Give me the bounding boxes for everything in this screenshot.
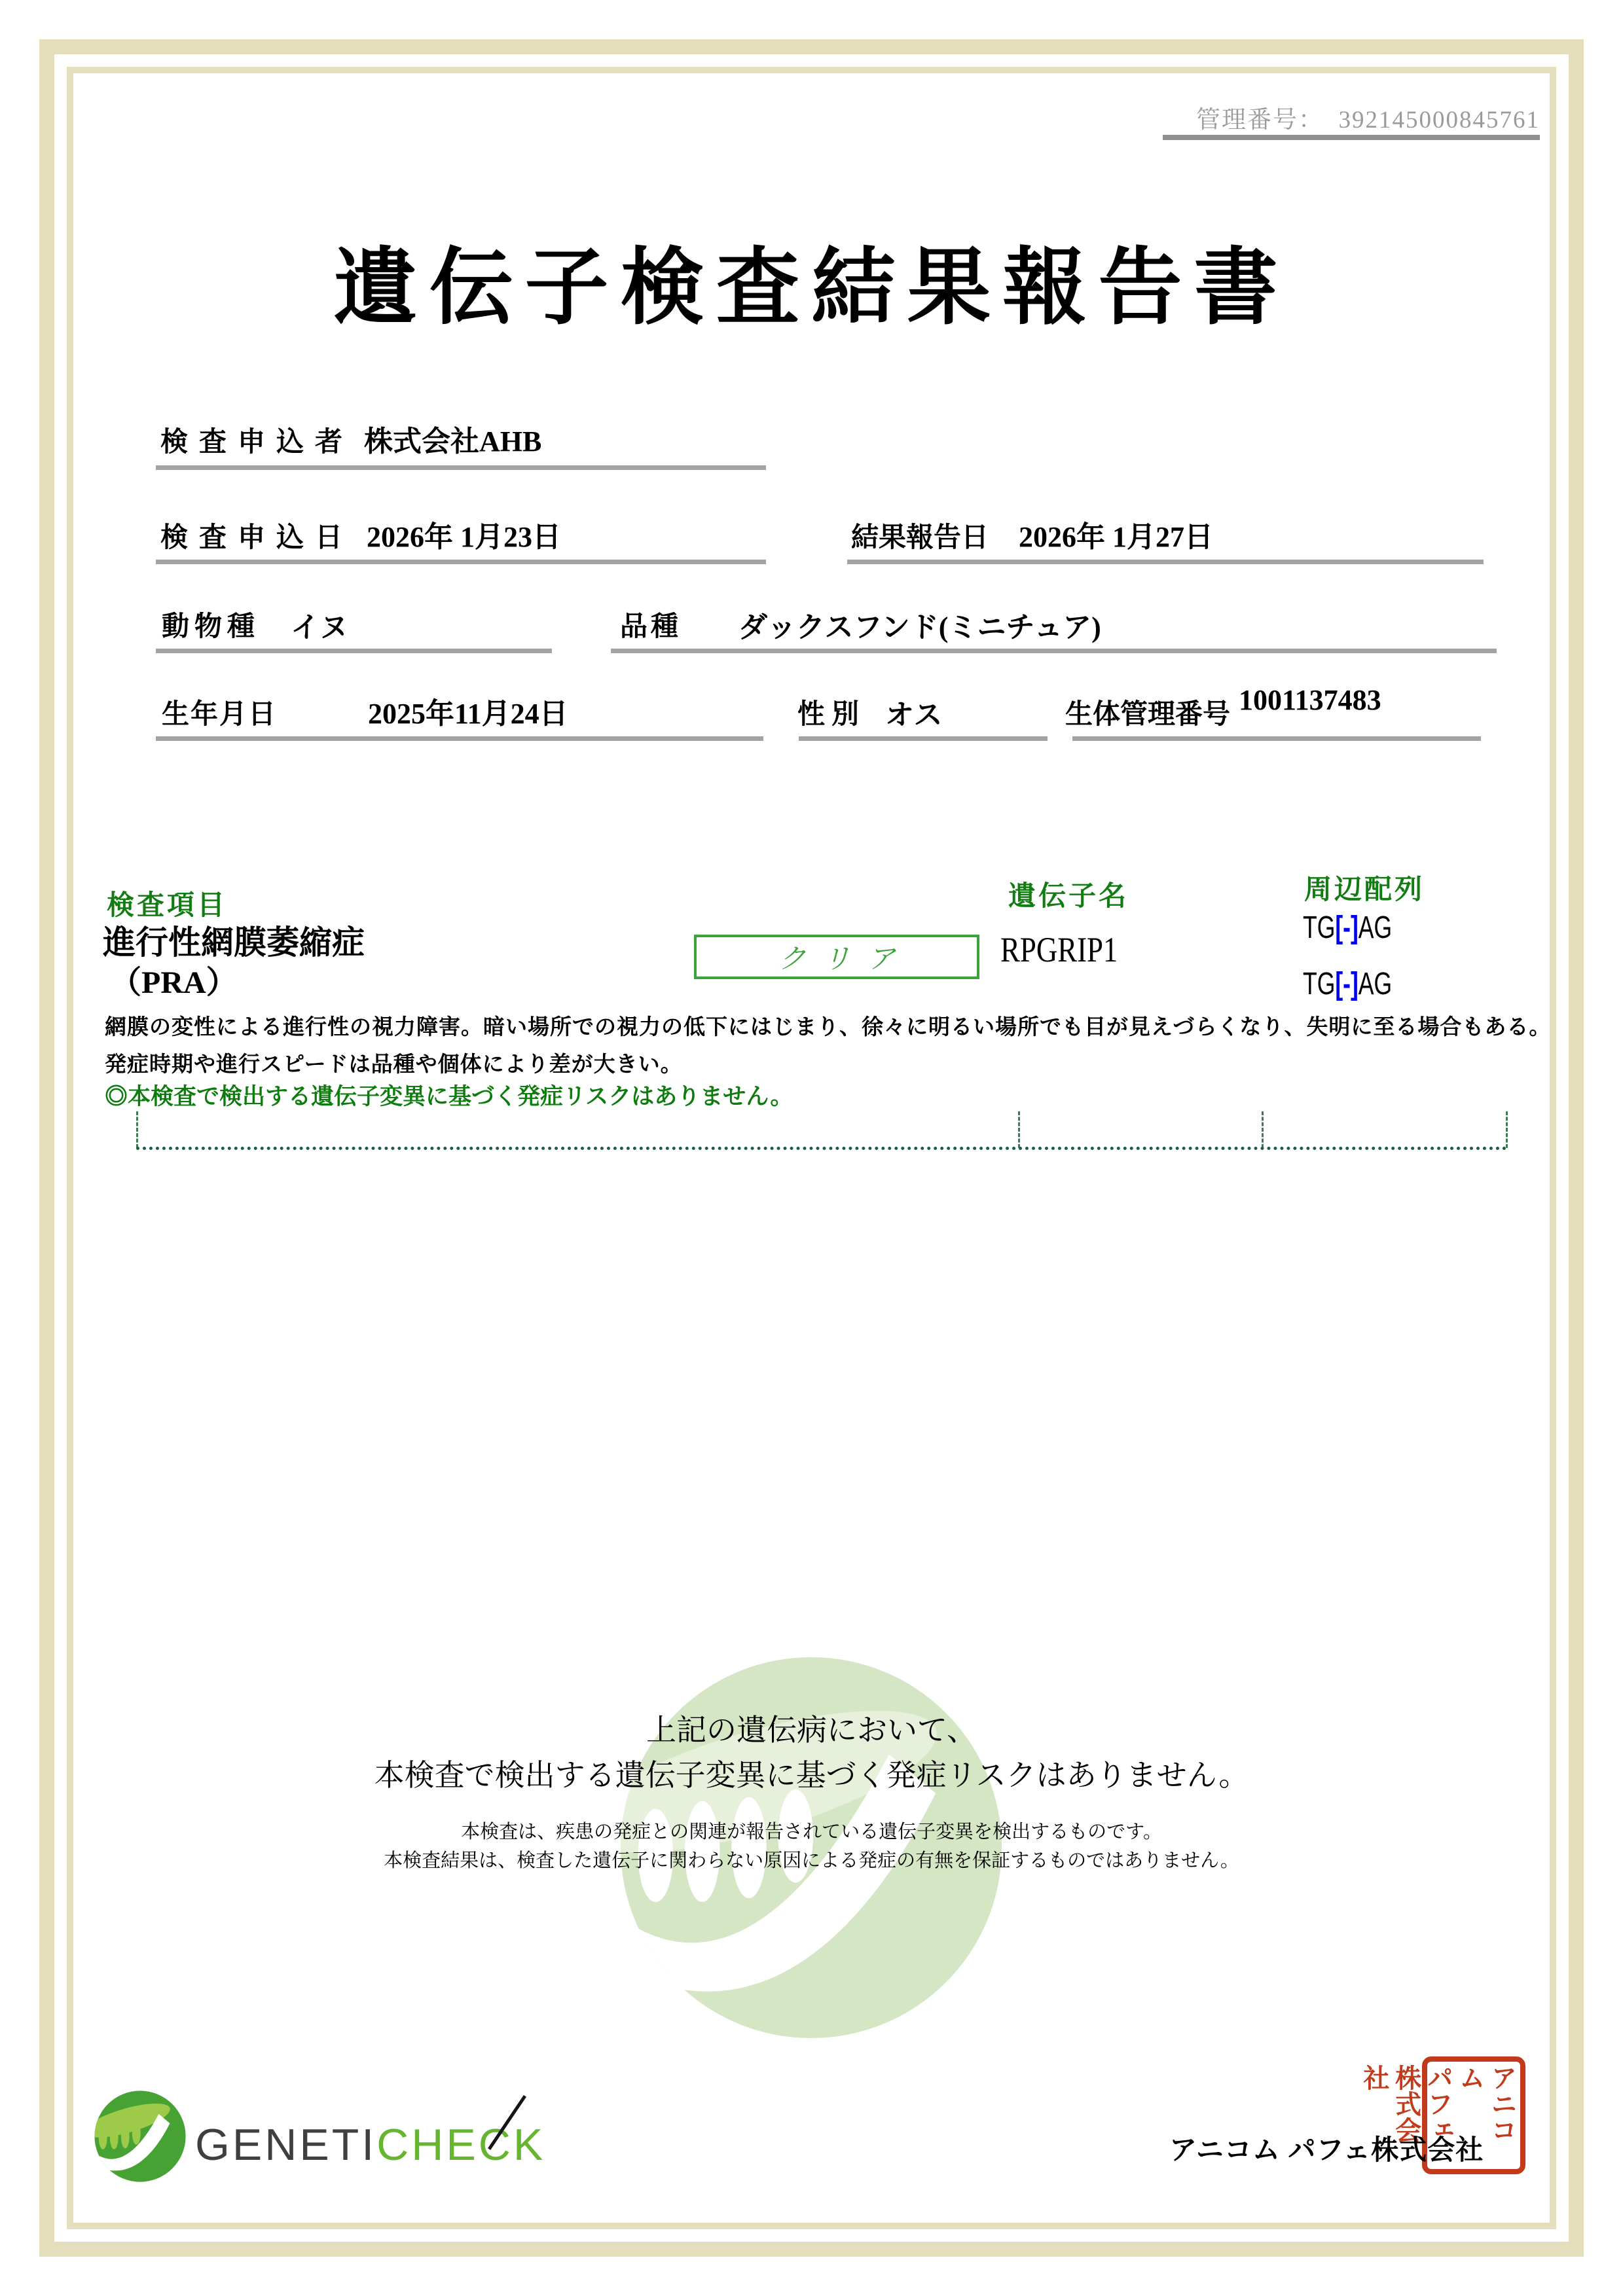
field-value-sex: オス <box>885 699 943 731</box>
summary-line2: 本検査で検出する遺伝子変異に基づく発症リスクはありません。 <box>374 1758 1249 1792</box>
underline-breed <box>611 649 1497 653</box>
field-label-sex: 性別 <box>797 700 866 730</box>
sequence-prefix: TG <box>1303 967 1336 1001</box>
field-value-animal-id: 1001137483 <box>1239 684 1381 716</box>
gene-name-label: 遺伝子名 <box>1008 882 1129 912</box>
table-border-vertical <box>136 1111 138 1148</box>
table-border-bottom <box>136 1147 1507 1150</box>
seal-line: パフェ <box>1423 2064 1453 2143</box>
field-value-breed: ダックスフンド(ミニチュア) <box>739 611 1101 643</box>
disease-abbreviation: （PRA） <box>110 965 238 1000</box>
seal-line: アニコム <box>1455 2064 1517 2143</box>
seal-line: 株式会社 <box>1359 2064 1421 2143</box>
geneticheck-logo-icon <box>94 2090 187 2183</box>
disclaimer-line2: 本検査結果は、検査した遺伝子に関わらない原因による発症の有無を保証するものではありません。 <box>384 1850 1239 1871</box>
field-label-species: 動物種 <box>162 612 261 642</box>
disclaimer-line1: 本検査は、疾患の発症との関連が報告されている遺伝子変異を検出するものです。 <box>461 1821 1162 1842</box>
company-name: アニコム パフェ株式会社 <box>1169 2136 1484 2166</box>
brand-text-geneti: GENETI <box>195 2120 377 2170</box>
sequence-row <box>1303 910 1392 946</box>
sequence-row <box>1303 966 1392 1002</box>
table-border-vertical <box>1262 1111 1264 1148</box>
field-value-apply-date: 2026年 1月23日 <box>367 521 561 553</box>
underline-birthdate <box>156 736 763 741</box>
field-label-animal-id: 生体管理番号 <box>1065 700 1231 730</box>
disease-description-line2: 発症時期や進行スピードは品種や個体により差が大きい。 <box>105 1053 683 1077</box>
underline-species <box>156 649 552 653</box>
sequence-label: 周辺配列 <box>1304 875 1425 905</box>
underline-report-date <box>847 560 1484 564</box>
disease-name: 進行性網膜萎縮症 <box>103 924 365 961</box>
result-item-label: 検査項目 <box>107 891 228 921</box>
sequence-variant: [-] <box>1335 967 1359 1001</box>
field-label-applicant: 検査申込者 <box>160 427 354 457</box>
sequence-suffix: AG <box>1358 910 1393 945</box>
field-value-species: イヌ <box>291 611 348 643</box>
gene-name-value: RPGRIP1 <box>1000 930 1118 969</box>
management-number: 管理番号： 392145000845761 <box>1196 107 1540 134</box>
underline-sex <box>799 736 1048 741</box>
field-value-report-date: 2026年 1月27日 <box>1019 521 1213 553</box>
table-border-vertical <box>1506 1111 1508 1148</box>
field-value-birthdate: 2025年11月24日 <box>368 698 568 730</box>
field-label-breed: 品種 <box>620 612 682 642</box>
table-border-vertical <box>1018 1111 1020 1148</box>
field-label-apply-date: 検査申込日 <box>160 523 354 553</box>
risk-note: ◎本検査で検出する遺伝子変異に基づく発症リスクはありません。 <box>105 1084 793 1109</box>
brand-text-check: CHECK <box>376 2120 546 2170</box>
disease-description-line1: 網膜の変性による進行性の視力障害。暗い場所での視力の低下にはじまり、徐々に明るい場所でも目が見えづらくなり、失明に至る場合もある。 <box>105 1016 1552 1039</box>
sequence-variant: [-] <box>1335 910 1359 945</box>
sequence-prefix: TG <box>1303 910 1336 945</box>
underline-animal-id <box>1072 736 1481 741</box>
underline-applicant <box>156 465 766 470</box>
summary-line1: 上記の遺伝病において、 <box>646 1713 977 1747</box>
field-label-report-date: 結果報告日 <box>851 523 989 553</box>
field-value-applicant: 株式会社AHB <box>364 425 542 457</box>
report-title: 遺伝子検査結果報告書 <box>333 242 1290 334</box>
management-underline <box>1163 135 1540 140</box>
field-label-birthdate: 生年月日 <box>162 700 278 730</box>
result-status-badge: クリア <box>694 935 979 979</box>
underline-apply-date <box>156 560 766 564</box>
sequence-suffix: AG <box>1358 967 1393 1001</box>
